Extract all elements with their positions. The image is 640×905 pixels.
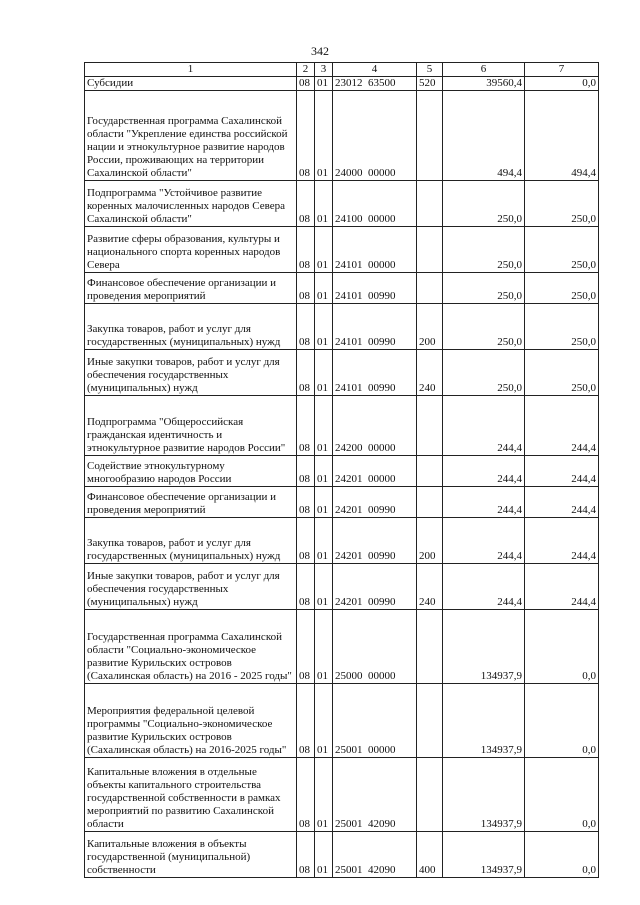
row-name-text: Государственная программа Сахалинской области "Социально-экономическое развитие Курильских островов (Сахалинская область) на 2016 - 2025 годы" xyxy=(87,631,292,682)
subsection-code: 01 xyxy=(315,456,333,487)
budget-table xyxy=(84,62,599,878)
row-name xyxy=(85,91,297,181)
amount-col-7: 244,4 xyxy=(525,396,599,456)
row-name xyxy=(85,758,297,832)
target-code: 24101 00000 xyxy=(333,227,417,273)
row-name-text: Капитальные вложения в отдельные объекты капитального строительства государственной собственности в рамках мероприятий по развитию Сахалинской области xyxy=(87,766,281,830)
table-row xyxy=(85,350,599,396)
row-name xyxy=(85,181,297,227)
expense-type-code xyxy=(417,684,443,758)
row-name-text: Капитальные вложения в объекты государственной (муниципальной) собственности xyxy=(87,838,251,876)
section-code: 08 xyxy=(297,273,315,304)
amount-col-6: 250,0 xyxy=(443,181,525,227)
target-code: 24201 00990 xyxy=(333,518,417,564)
subsection-code: 01 xyxy=(315,610,333,684)
amount-col-6: 250,0 xyxy=(443,227,525,273)
row-name-text: Иные закупки товаров, работ и услуг для обеспечения государственных (муниципальных) нужд xyxy=(87,570,280,608)
subsection-code: 01 xyxy=(315,91,333,181)
expense-type-code xyxy=(417,396,443,456)
section-code: 08 xyxy=(297,456,315,487)
section-code: 08 xyxy=(297,832,315,878)
amount-col-6: 250,0 xyxy=(443,304,525,350)
target-code: 24200 00000 xyxy=(333,396,417,456)
section-code: 08 xyxy=(297,227,315,273)
section-code: 08 xyxy=(297,487,315,518)
subsection-code: 01 xyxy=(315,396,333,456)
row-name-text: Финансовое обеспечение организации и проведения мероприятий xyxy=(87,277,276,302)
header-col-5: 5 xyxy=(417,63,443,77)
section-code: 08 xyxy=(297,91,315,181)
table-row xyxy=(85,181,599,227)
target-code: 24101 00990 xyxy=(333,350,417,396)
amount-col-6: 244,4 xyxy=(443,564,525,610)
target-code: 24101 00990 xyxy=(333,273,417,304)
table-body xyxy=(85,77,599,878)
table-row xyxy=(85,758,599,832)
row-name xyxy=(85,304,297,350)
target-code: 24201 00990 xyxy=(333,564,417,610)
amount-col-6: 244,4 xyxy=(443,396,525,456)
amount-col-7: 0,0 xyxy=(525,758,599,832)
row-name xyxy=(85,832,297,878)
subsection-code: 01 xyxy=(315,181,333,227)
row-name xyxy=(85,227,297,273)
header-col-2: 2 xyxy=(297,63,315,77)
subsection-code: 01 xyxy=(315,758,333,832)
target-code: 24101 00990 xyxy=(333,304,417,350)
row-name-text: Мероприятия федеральной целевой программы "Социально-экономическое развитие Курильских островов (Сахалинская область) на 2016-2025 годы" xyxy=(87,705,287,756)
amount-col-7: 250,0 xyxy=(525,181,599,227)
row-name-text: Финансовое обеспечение организации и проведения мероприятий xyxy=(87,491,276,516)
row-name xyxy=(85,350,297,396)
row-name xyxy=(85,273,297,304)
header-col-3: 3 xyxy=(315,63,333,77)
expense-type-code xyxy=(417,487,443,518)
table-row xyxy=(85,396,599,456)
section-code: 08 xyxy=(297,684,315,758)
target-code: 23012 63500 xyxy=(333,77,417,91)
table-row xyxy=(85,77,599,91)
expense-type-code: 200 xyxy=(417,518,443,564)
row-name-text: Содействие этнокультурному многообразию народов России xyxy=(87,460,232,485)
amount-col-6: 244,4 xyxy=(443,518,525,564)
expense-type-code xyxy=(417,758,443,832)
table-row xyxy=(85,832,599,878)
section-code: 08 xyxy=(297,564,315,610)
page-number: 342 xyxy=(311,44,329,58)
section-code: 08 xyxy=(297,610,315,684)
subsection-code: 01 xyxy=(315,304,333,350)
expense-type-code xyxy=(417,456,443,487)
amount-col-6: 134937,9 xyxy=(443,610,525,684)
subsection-code: 01 xyxy=(315,487,333,518)
row-name-text: Развитие сферы образования, культуры и национального спорта коренных народов Севера xyxy=(87,233,281,271)
row-name-text: Подпрограмма "Устойчивое развитие коренных малочисленных народов Севера Сахалинской области" xyxy=(87,187,285,225)
expense-type-code xyxy=(417,227,443,273)
table-row xyxy=(85,518,599,564)
expense-type-code: 400 xyxy=(417,832,443,878)
target-code: 24201 00000 xyxy=(333,456,417,487)
amount-col-7: 494,4 xyxy=(525,91,599,181)
expense-type-code: 200 xyxy=(417,304,443,350)
amount-col-7: 244,4 xyxy=(525,456,599,487)
header-row xyxy=(85,63,599,77)
row-name xyxy=(85,77,297,91)
expense-type-code xyxy=(417,181,443,227)
subsection-code: 01 xyxy=(315,832,333,878)
subsection-code: 01 xyxy=(315,77,333,91)
amount-col-7: 0,0 xyxy=(525,684,599,758)
row-name xyxy=(85,456,297,487)
table-row xyxy=(85,227,599,273)
amount-col-6: 250,0 xyxy=(443,273,525,304)
row-name-text: Закупка товаров, работ и услуг для государственных (муниципальных) нужд xyxy=(87,323,281,348)
row-name-text: Государственная программа Сахалинской области "Укрепление единства российской нации и этнокультурное развитие народов России, проживающих на территории Сахалинской области" xyxy=(87,115,288,179)
header-col-7: 7 xyxy=(525,63,599,77)
amount-col-6: 39560,4 xyxy=(443,77,525,91)
target-code: 24000 00000 xyxy=(333,91,417,181)
amount-col-6: 244,4 xyxy=(443,456,525,487)
expense-type-code xyxy=(417,610,443,684)
amount-col-7: 244,4 xyxy=(525,518,599,564)
amount-col-6: 134937,9 xyxy=(443,758,525,832)
amount-col-6: 134937,9 xyxy=(443,832,525,878)
header-col-1: 1 xyxy=(85,63,297,77)
amount-col-7: 0,0 xyxy=(525,610,599,684)
row-name-text: Закупка товаров, работ и услуг для государственных (муниципальных) нужд xyxy=(87,537,281,562)
subsection-code: 01 xyxy=(315,564,333,610)
amount-col-7: 250,0 xyxy=(525,304,599,350)
section-code: 08 xyxy=(297,77,315,91)
target-code: 25001 42090 xyxy=(333,832,417,878)
expense-type-code xyxy=(417,91,443,181)
amount-col-7: 250,0 xyxy=(525,273,599,304)
table-row xyxy=(85,684,599,758)
subsection-code: 01 xyxy=(315,518,333,564)
row-name-text: Иные закупки товаров, работ и услуг для обеспечения государственных (муниципальных) нужд xyxy=(87,356,280,394)
expense-type-code: 240 xyxy=(417,564,443,610)
table-row xyxy=(85,91,599,181)
expense-type-code: 240 xyxy=(417,350,443,396)
subsection-code: 01 xyxy=(315,350,333,396)
header-col-6: 6 xyxy=(443,63,525,77)
row-name-text: Подпрограмма "Общероссийская гражданская идентичность и этнокультурное развитие народов России" xyxy=(87,416,286,454)
table-row xyxy=(85,304,599,350)
amount-col-6: 494,4 xyxy=(443,91,525,181)
header-col-4: 4 xyxy=(333,63,417,77)
table-row xyxy=(85,273,599,304)
target-code: 25001 42090 xyxy=(333,758,417,832)
amount-col-7: 244,4 xyxy=(525,487,599,518)
section-code: 08 xyxy=(297,181,315,227)
table-row xyxy=(85,456,599,487)
amount-col-7: 250,0 xyxy=(525,227,599,273)
section-code: 08 xyxy=(297,518,315,564)
amount-col-6: 250,0 xyxy=(443,350,525,396)
amount-col-7: 0,0 xyxy=(525,77,599,91)
section-code: 08 xyxy=(297,304,315,350)
target-code: 24201 00990 xyxy=(333,487,417,518)
table-row xyxy=(85,564,599,610)
row-name xyxy=(85,518,297,564)
row-name-text: Субсидии xyxy=(87,77,134,89)
subsection-code: 01 xyxy=(315,684,333,758)
row-name xyxy=(85,684,297,758)
amount-col-6: 244,4 xyxy=(443,487,525,518)
row-name xyxy=(85,564,297,610)
amount-col-7: 250,0 xyxy=(525,350,599,396)
amount-col-7: 0,0 xyxy=(525,832,599,878)
target-code: 24100 00000 xyxy=(333,181,417,227)
table-row xyxy=(85,610,599,684)
target-code: 25000 00000 xyxy=(333,610,417,684)
section-code: 08 xyxy=(297,758,315,832)
section-code: 08 xyxy=(297,396,315,456)
amount-col-7: 244,4 xyxy=(525,564,599,610)
row-name xyxy=(85,487,297,518)
table-row xyxy=(85,487,599,518)
subsection-code: 01 xyxy=(315,227,333,273)
expense-type-code: 520 xyxy=(417,77,443,91)
row-name xyxy=(85,610,297,684)
target-code: 25001 00000 xyxy=(333,684,417,758)
subsection-code: 01 xyxy=(315,273,333,304)
section-code: 08 xyxy=(297,350,315,396)
amount-col-6: 134937,9 xyxy=(443,684,525,758)
row-name xyxy=(85,396,297,456)
expense-type-code xyxy=(417,273,443,304)
